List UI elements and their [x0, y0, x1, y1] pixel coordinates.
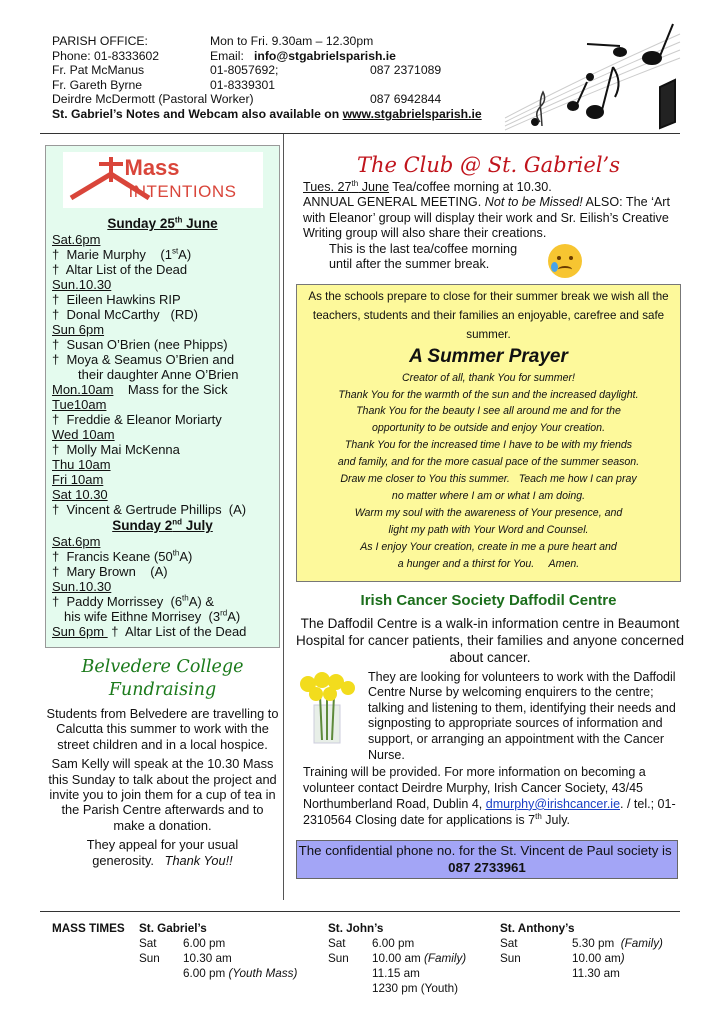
club-agm: ANNUAL GENERAL MEETING.	[303, 195, 482, 210]
priest-name: Fr. Pat McManus	[52, 63, 145, 78]
footer-divider	[40, 911, 680, 912]
office-label: PARISH OFFICE:	[52, 34, 148, 48]
logo-intentions-text: INTENTIONS	[128, 182, 237, 201]
prayer-line: a hunger and a thirst for You. Amen.	[397, 557, 580, 570]
ics-title: Irish Cancer Society Daffodil Centre	[360, 591, 617, 609]
mass-time: Sun.10.30	[52, 277, 112, 292]
summer-prayer-title: A Summer Prayer	[409, 345, 568, 367]
belvedere-title-line: Fundraising	[108, 680, 217, 700]
mass-time: Sat.6pm	[52, 232, 101, 247]
svp-phone: 087 2733961	[448, 859, 526, 875]
left-column	[45, 145, 280, 872]
mass-time: Sun.10.30	[52, 579, 112, 594]
mass-time-row: Sun 10.00 am (Family)	[328, 952, 467, 965]
mass-time-row: 11.30 am	[572, 967, 620, 980]
belvedere-paragraph: Students from Belvedere are travelling to Calcutta this summer to work with the street children and in a local hospice.	[46, 706, 279, 752]
mass-time: Sun 6pm	[52, 322, 105, 337]
club-text: ALSO: The ‘Art with Eleanor’ group will display their work and Sr. Eilish’s Creative Writing group will also share their creations.	[303, 195, 670, 241]
intention-item: † Altar List of the Dead	[52, 262, 188, 277]
church-mass-times	[139, 921, 297, 981]
intention-item: † Molly Mai McKenna	[52, 442, 180, 457]
svp-text: The confidential phone no. for the St. Vincent de Paul society is	[298, 843, 672, 859]
belvedere-appeal: They appeal for your usual generosity.	[86, 837, 239, 868]
office-phone: Phone: 01-8333602	[52, 48, 160, 63]
ics-tel-text: . / tel.; 01-2310564 Closing date for applications is 7	[303, 796, 676, 827]
church-mass-times	[500, 921, 663, 981]
intentions-list	[52, 215, 273, 639]
club-title: The Club @ St. Gabriel’s	[356, 153, 620, 177]
prayer-line: Thank You for the increased time I have to be with my friends	[344, 439, 633, 452]
mass-time: Sat.6pm	[52, 534, 101, 549]
club-last-line: until after the summer break.	[329, 257, 490, 272]
ics-volunteer-section	[296, 670, 684, 764]
ics-email-link[interactable]: dmurphy@irishcancer.ie	[485, 796, 621, 811]
belvedere-article	[45, 706, 280, 868]
mass-intentions-panel	[45, 145, 280, 648]
ics-training: Training will be provided. For more information on becoming a volunteer contact Deirdre Murphy, Irish Cancer Society, 43/45 Northumberland Road, Dublin 4, dmurphy@irishcancer.ie. / tel.; 01-2310564 Closing date for applications is 7th July.	[303, 765, 676, 827]
prayer-text	[297, 370, 680, 573]
mass-times	[52, 921, 663, 995]
mass-time-row: Sun 10.30 am	[139, 952, 232, 965]
prayer-line: Thank You for the beauty I see all around me and for the	[356, 405, 621, 418]
club-last-line: This is the last tea/coffee morning	[329, 241, 518, 256]
pastoral-worker: Deirdre McDermott (Pastoral Worker)	[52, 92, 254, 107]
church-name: St. Anthony’s	[500, 922, 575, 935]
priest-name: Fr. Gareth Byrne	[52, 77, 143, 92]
intention-item: † Marie Murphy (1stA)	[52, 246, 192, 262]
belvedere-title	[45, 656, 280, 702]
mass-time: Mon.10am Mass for the Sick	[52, 382, 228, 397]
column-divider	[283, 134, 284, 900]
prayer-line: and family, and for the more casual pace of the summer season.	[337, 456, 640, 469]
ics-intro: The Daffodil Centre is a walk-in information centre in Beaumont Hospital for cancer patients, their families and anyone concerned about cancer.	[296, 615, 684, 665]
church-mass-times	[328, 921, 466, 996]
daffodils-image	[296, 670, 358, 745]
right-column	[296, 150, 684, 879]
priest-mobile: 087 2371089	[370, 63, 442, 78]
mass-time-row: Sat 6.00 pm	[139, 937, 226, 950]
intention-item: † Vincent & Gertrude Phillips (A)	[52, 502, 247, 517]
mass-time: Sun 6pm † Altar List of the Dead	[52, 624, 247, 639]
music-notes-image	[495, 22, 685, 132]
priest-phone: 01-8057692;	[210, 63, 279, 78]
prayer-line: light my path with Your Word and Counsel.	[388, 523, 589, 536]
club-text: Tea/coffee morning at 10.30.	[389, 180, 552, 194]
sunday-heading: Sunday 25th June	[107, 215, 218, 231]
prayer-line: As I enjoy Your creation, create in me a pure heart and	[360, 540, 617, 553]
pastoral-worker-phone: 087 6942844	[370, 92, 442, 107]
intention-item: his wife Eithne Morrisey (3rdA)	[64, 608, 241, 624]
mass-time-row: 11.15 am	[372, 967, 420, 980]
belvedere-title-line: Belvedere College	[81, 657, 244, 677]
office-hours: Mon to Fri. 9.30am – 12.30pm	[210, 34, 374, 48]
website-link[interactable]: www.stgabrielsparish.ie	[342, 106, 482, 121]
mass-time: Wed 10am	[52, 427, 115, 442]
intention-item: † Freddie & Eleanor Moriarty	[52, 412, 222, 427]
intention-item: † Susan O’Brien (nee Phipps)	[52, 337, 228, 352]
parish-office-header	[52, 34, 482, 122]
webcam-note: St. Gabriel’s Notes and Webcam also available on	[52, 106, 340, 121]
ics-training-text: Training will be provided. For more information on becoming a volunteer contact Deirdre Murphy, Irish Cancer Society, 43/45 Northumberland Road, Dublin 4,	[303, 765, 646, 811]
summer-intro: As the schools prepare to close for their summer break we wish all the teachers, students and their families an enjoyable, carefree and safe summer.	[308, 289, 669, 341]
header-divider	[40, 133, 680, 134]
mass-time: Sat 10.30	[52, 487, 108, 502]
prayer-line: Thank You for the warmth of the sun and the increased daylight.	[338, 388, 639, 401]
mass-time-row: 1230 pm (Youth)	[372, 982, 458, 995]
club-article	[296, 180, 684, 278]
intention-item: † Mary Brown (A)	[52, 564, 168, 579]
ics-body: They are looking for volunteers to work with the Daffodil Centre Nurse by welcoming enquirers to the centre; talking and listening to them, identifying their needs and signposting to appropriate sources of information and support, or arranging an appointment with the Cancer Nurse.	[368, 669, 676, 762]
mass-time-row: Sun 10.00 am )	[500, 952, 625, 965]
intention-item: their daughter Anne O’Brien	[78, 367, 239, 382]
church-name: St. Gabriel’s	[139, 922, 207, 935]
mass-time-row: Sat 6.00 pm	[328, 937, 415, 950]
mass-time: Fri 10am	[52, 472, 104, 487]
sunday-heading: Sunday 2nd July	[112, 517, 213, 533]
belvedere-paragraph	[45, 837, 280, 868]
intention-item: † Eileen Hawkins RIP	[52, 292, 181, 307]
prayer-line: no matter where I am or what I am doing.	[391, 489, 586, 502]
email-label: Email:	[210, 48, 244, 63]
intention-item: † Paddy Morrissey (6thA) &	[52, 593, 215, 609]
prayer-line: Creator of all, thank You for summer!	[402, 371, 575, 384]
prayer-line: Warm my soul with the awareness of Your presence, and	[354, 506, 623, 519]
belvedere-thanks: Thank You!!	[164, 852, 233, 868]
intention-item: † Francis Keane (50thA)	[52, 548, 193, 564]
intention-item: † Donal McCarthy (RD)	[52, 307, 198, 322]
intention-item: † Moya & Seamus O’Brien and	[52, 352, 235, 367]
club-date: Tues. 27th June	[303, 178, 390, 194]
mass-time: Thu 10am	[52, 457, 111, 472]
priest-phone: 01-8339301	[210, 77, 276, 92]
mass-times-label: MASS TIMES	[52, 922, 125, 935]
logo-mass-text: Mass	[124, 155, 180, 180]
svp-box	[296, 840, 678, 879]
summer-prayer-box	[296, 284, 681, 582]
office-email[interactable]: info@stgabrielsparish.ie	[254, 48, 396, 63]
mass-intentions-logo	[63, 152, 263, 208]
mass-time-row: 6.00 pm (Youth Mass)	[183, 967, 298, 980]
church-name: St. John’s	[328, 922, 384, 935]
prayer-line: opportunity to be outside and enjoy Your creation.	[371, 422, 606, 435]
club-agm-note: Not to be Missed!	[484, 195, 583, 210]
mass-time-row: Sat 5.30 pm (Family)	[500, 937, 663, 950]
mass-time: Tue10am	[52, 397, 107, 412]
sad-face-emoji-icon	[548, 244, 582, 278]
belvedere-paragraph: Sam Kelly will speak at the 10.30 Mass this Sunday to talk about the project and invite you to join them for a cup of tea in the Parish Centre afterwards and to make a donation.	[48, 756, 277, 833]
prayer-line: Draw me closer to You this summer. Teach me how I can pray	[340, 473, 637, 486]
